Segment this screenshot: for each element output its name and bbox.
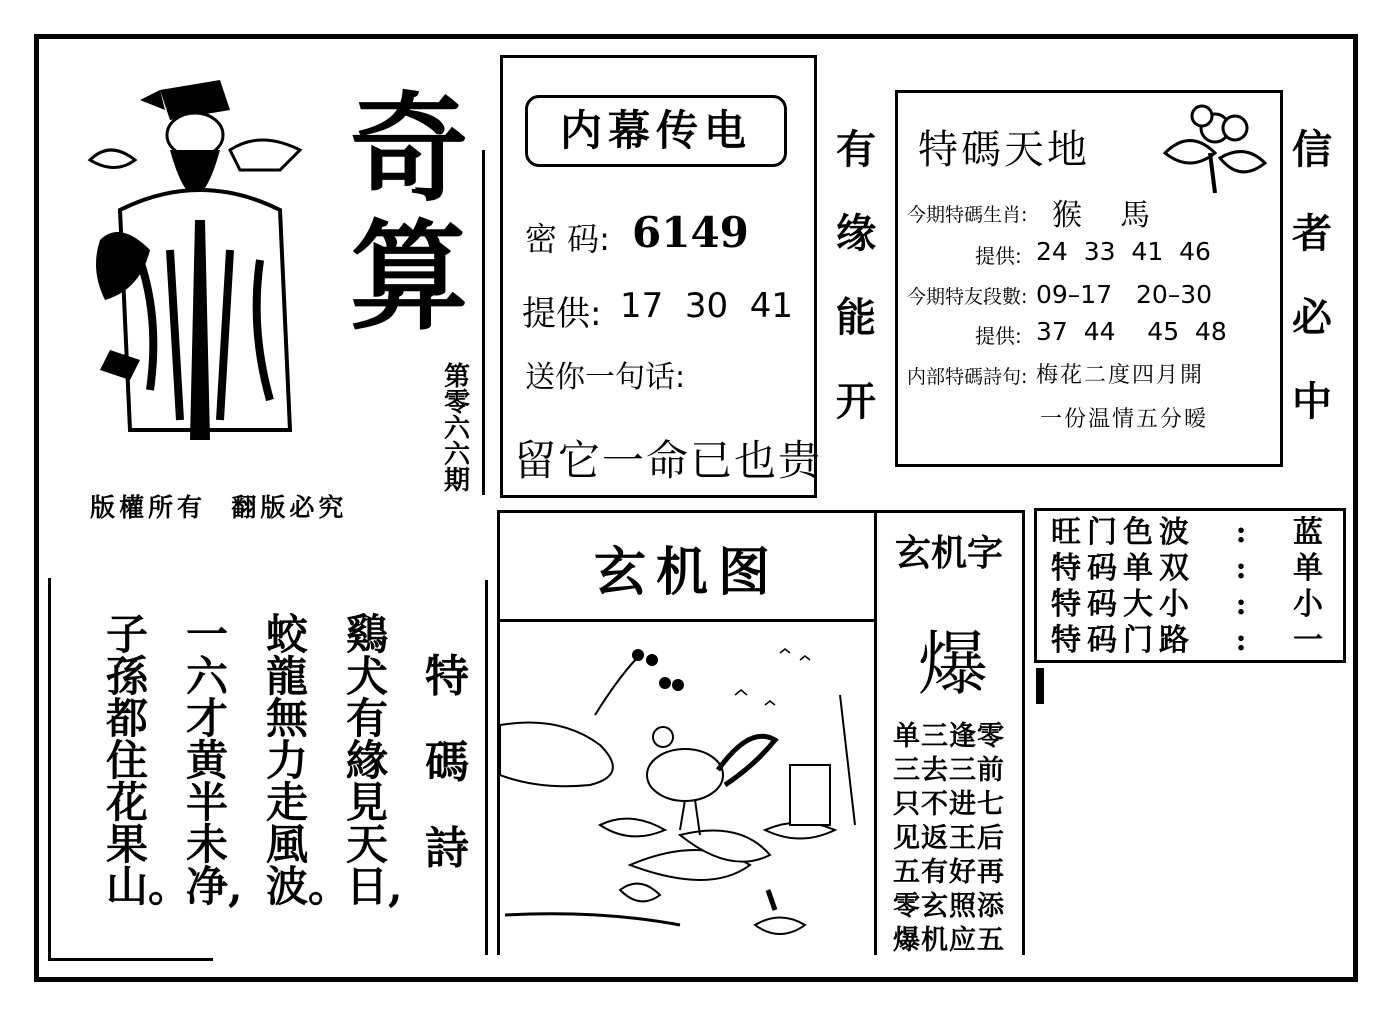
info-label: 旺门色波 (1051, 515, 1195, 550)
slogan-char: 信 (1292, 127, 1332, 173)
segment-label: 今期特友段數: (907, 286, 1028, 308)
mystery-word: 爆 (918, 623, 988, 705)
poem-line-1: 梅花二度四月開 (1036, 363, 1205, 388)
segment-value: 09–17 20–30 (1036, 280, 1213, 309)
poem-column-4: 子孫都住花果山。 (106, 610, 191, 911)
info-row (1051, 551, 1329, 587)
mystery-word-heading: 玄机字 (895, 533, 1004, 574)
issue-number (444, 364, 470, 494)
slogan-char: 必 (1292, 295, 1332, 341)
poem-frame-left (48, 578, 51, 958)
nut-leaf-ornament (1160, 98, 1270, 198)
zodiac-value: 猴 馬 (1052, 198, 1151, 233)
issue-char: 六 (444, 414, 471, 444)
poem-heading (425, 651, 469, 874)
info-value: 单 (1292, 551, 1329, 586)
info-sep: : (1235, 551, 1253, 586)
info-sep: : (1235, 515, 1253, 550)
vertical-slogan-right (1292, 127, 1332, 425)
slogan-char: 有 (836, 127, 876, 173)
issue-char: 零 (444, 388, 471, 418)
poem-column-2: 蛟龍無力走風波。 (266, 610, 351, 911)
poem-label: 内部特碼詩句: (907, 366, 1028, 388)
poem-heading-char: 碼 (425, 737, 469, 788)
mystery-line: 五有好再 (893, 857, 1005, 888)
info-value: 一 (1292, 623, 1329, 658)
issue-char: 第 (444, 362, 471, 392)
password-label: 密 码: (525, 220, 610, 258)
slogan-char: 能 (836, 295, 876, 341)
mystery-line: 单三逢零 (893, 721, 1005, 752)
phrase-text: 留它一命已也贵 (514, 436, 823, 485)
main-title (350, 80, 469, 346)
info-row (1051, 515, 1329, 551)
poem-line-2: 一份温情五分暧 (1040, 407, 1209, 432)
zodiac-provide-value: 24 33 41 46 (1036, 237, 1211, 266)
password-value: 6149 (632, 208, 749, 257)
table-marker (1036, 668, 1044, 704)
mystery-line: 见返王后 (893, 823, 1005, 854)
slogan-char: 开 (836, 379, 876, 425)
slogan-char: 缘 (836, 211, 876, 257)
mystery-line: 只不进七 (893, 789, 1005, 820)
inside-news-heading: 内幕传电 (525, 95, 787, 167)
provide-value: 17 30 41 (620, 286, 794, 326)
issue-char: 期 (444, 466, 471, 496)
poem-frame-right (485, 580, 488, 955)
zodiac-provide-label: 提供: (975, 244, 1022, 268)
segment-provide-value: 37 44 45 48 (1036, 317, 1227, 346)
rooster-illustration (500, 625, 874, 955)
mystery-word-lines (893, 720, 1005, 958)
info-sep: : (1235, 623, 1253, 658)
info-label: 特码门路 (1051, 623, 1195, 658)
issue-divider (482, 150, 485, 495)
poem-frame-bottom (48, 958, 213, 961)
copyright: 版權所有 翻版必究 (90, 493, 348, 522)
segment-provide-label: 提供: (975, 324, 1022, 348)
title-char-1: 奇 (350, 80, 469, 218)
slogan-char: 中 (1292, 379, 1332, 425)
info-label: 特码大小 (1051, 587, 1195, 622)
info-sep: : (1235, 587, 1253, 622)
info-value: 小 (1292, 587, 1329, 622)
info-row (1051, 623, 1329, 659)
info-value: 蓝 (1292, 515, 1329, 550)
mystery-line: 爆机应五 (893, 925, 1005, 956)
poem-column-1: 鷄犬有緣見天日, (346, 610, 403, 911)
title-char-2: 算 (350, 208, 469, 346)
special-world-heading: 特碼天地 (918, 127, 1090, 173)
poem-column-3: 一六才黄半未净, (186, 610, 243, 911)
info-table (1034, 508, 1346, 663)
poem-heading-char: 特 (425, 651, 469, 702)
poem-heading-char: 詩 (425, 823, 469, 874)
phrase-label: 送你一句话: (525, 360, 686, 395)
mystery-line: 三去三前 (893, 755, 1005, 786)
deity-illustration (80, 60, 320, 460)
provide-label: 提供: (522, 294, 602, 334)
info-label: 特码单双 (1051, 551, 1195, 586)
info-row (1051, 587, 1329, 623)
zodiac-label: 今期特碼生肖: (907, 204, 1028, 226)
mystery-line: 零玄照添 (893, 891, 1005, 922)
mystery-picture-heading: 玄机图 (593, 543, 780, 603)
issue-char: 六 (444, 440, 471, 470)
slogan-char: 者 (1292, 211, 1332, 257)
vertical-slogan-mid (836, 127, 876, 425)
